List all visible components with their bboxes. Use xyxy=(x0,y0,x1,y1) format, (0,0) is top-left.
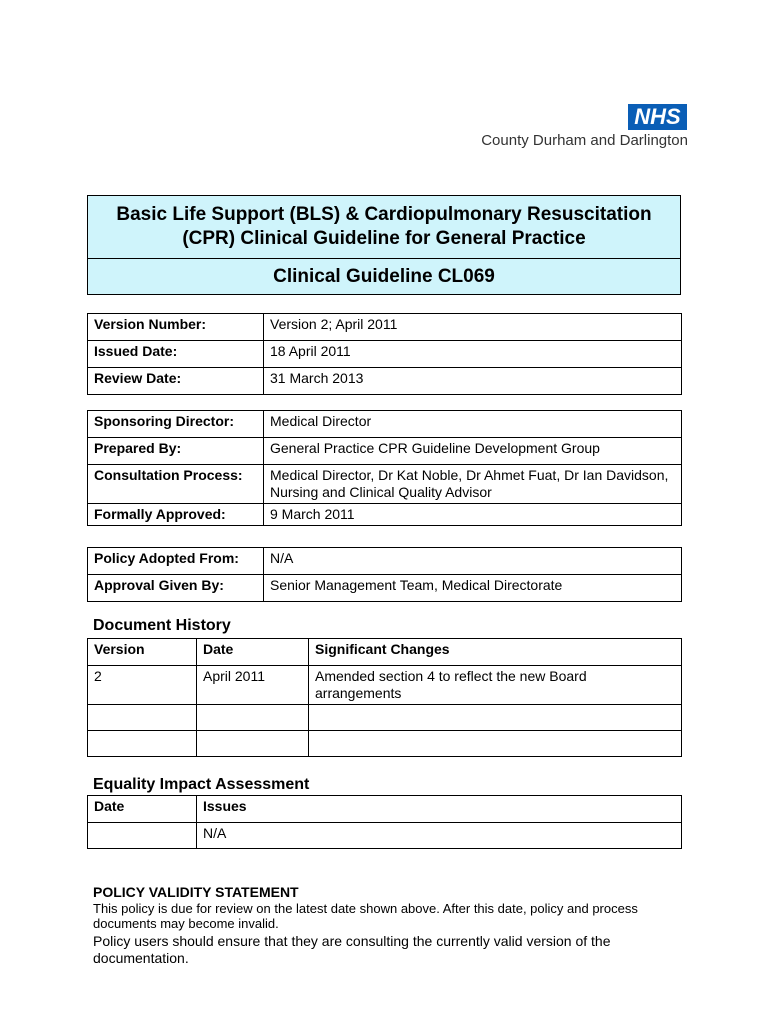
nhs-logo-badge: NHS xyxy=(628,104,687,130)
table-cell xyxy=(88,823,197,849)
table-cell xyxy=(197,705,309,731)
table-cell xyxy=(88,705,197,731)
sponsor-table xyxy=(87,410,682,526)
consultation-process-value: Medical Director, Dr Kat Noble, Dr Ahmet Fuat, Dr Ian Davidson, Nursing and Clinical Quality Advisor xyxy=(264,465,682,504)
table-row xyxy=(88,666,682,705)
column-header: Date xyxy=(197,639,309,666)
policy-adopted-label: Policy Adopted From: xyxy=(88,548,264,575)
table-cell xyxy=(197,731,309,757)
table-row xyxy=(88,465,682,504)
sponsoring-director-value: Medical Director xyxy=(264,411,682,438)
document-history-heading: Document History xyxy=(93,617,231,634)
sponsoring-director-label: Sponsoring Director: xyxy=(88,411,264,438)
table-cell: April 2011 xyxy=(197,666,309,705)
table-cell xyxy=(309,731,682,757)
table-row xyxy=(88,823,682,849)
prepared-by-value: General Practice CPR Guideline Development Group xyxy=(264,438,682,465)
formally-approved-label: Formally Approved: xyxy=(88,504,264,526)
column-header: Issues xyxy=(197,796,682,823)
organisation-name: County Durham and Darlington xyxy=(481,132,688,149)
validity-heading: POLICY VALIDITY STATEMENT xyxy=(93,884,299,900)
policy-adopted-value: N/A xyxy=(264,548,682,575)
validity-paragraph: This policy is due for review on the latest date shown above. After this date, policy and process documents may become invalid. xyxy=(93,901,638,931)
table-row xyxy=(88,705,682,731)
version-table xyxy=(87,313,682,395)
formally-approved-value: 9 March 2011 xyxy=(264,504,682,526)
issued-date-label: Issued Date: xyxy=(88,341,264,368)
policy-table xyxy=(87,547,682,602)
document-title: Basic Life Support (BLS) & Cardiopulmonary Resuscitation (CPR) Clinical Guideline for General Practice xyxy=(88,196,680,259)
review-date-label: Review Date: xyxy=(88,368,264,395)
table-row xyxy=(88,314,682,341)
equality-impact-heading: Equality Impact Assessment xyxy=(93,776,310,793)
table-cell: 2 xyxy=(88,666,197,705)
table-cell xyxy=(309,705,682,731)
approval-given-label: Approval Given By: xyxy=(88,575,264,602)
table-row xyxy=(88,411,682,438)
prepared-by-label: Prepared By: xyxy=(88,438,264,465)
table-row xyxy=(88,368,682,395)
version-number-label: Version Number: xyxy=(88,314,264,341)
table-row xyxy=(88,504,682,526)
guideline-number: Clinical Guideline CL069 xyxy=(273,266,495,287)
column-header: Date xyxy=(88,796,197,823)
title-box xyxy=(87,195,681,295)
table-row xyxy=(88,341,682,368)
nhs-logo xyxy=(440,102,690,152)
review-date-value: 31 March 2013 xyxy=(264,368,682,395)
document-history-table xyxy=(87,638,682,757)
version-number-value: Version 2; April 2011 xyxy=(264,314,682,341)
table-row xyxy=(88,575,682,602)
table-row xyxy=(88,548,682,575)
column-header: Significant Changes xyxy=(309,639,682,666)
table-row xyxy=(88,731,682,757)
approval-given-value: Senior Management Team, Medical Directorate xyxy=(264,575,682,602)
table-header-row xyxy=(88,796,682,823)
equality-impact-table xyxy=(87,795,682,849)
table-header-row xyxy=(88,639,682,666)
table-cell: Amended section 4 to reflect the new Board arrangements xyxy=(309,666,682,705)
consultation-process-label: Consultation Process: xyxy=(88,465,264,504)
table-cell xyxy=(88,731,197,757)
column-header: Version xyxy=(88,639,197,666)
validity-paragraph: Policy users should ensure that they are consulting the currently valid version of the documentation. xyxy=(93,933,611,966)
table-cell: N/A xyxy=(197,823,682,849)
policy-validity-statement xyxy=(93,884,683,967)
issued-date-value: 18 April 2011 xyxy=(264,341,682,368)
table-row xyxy=(88,438,682,465)
